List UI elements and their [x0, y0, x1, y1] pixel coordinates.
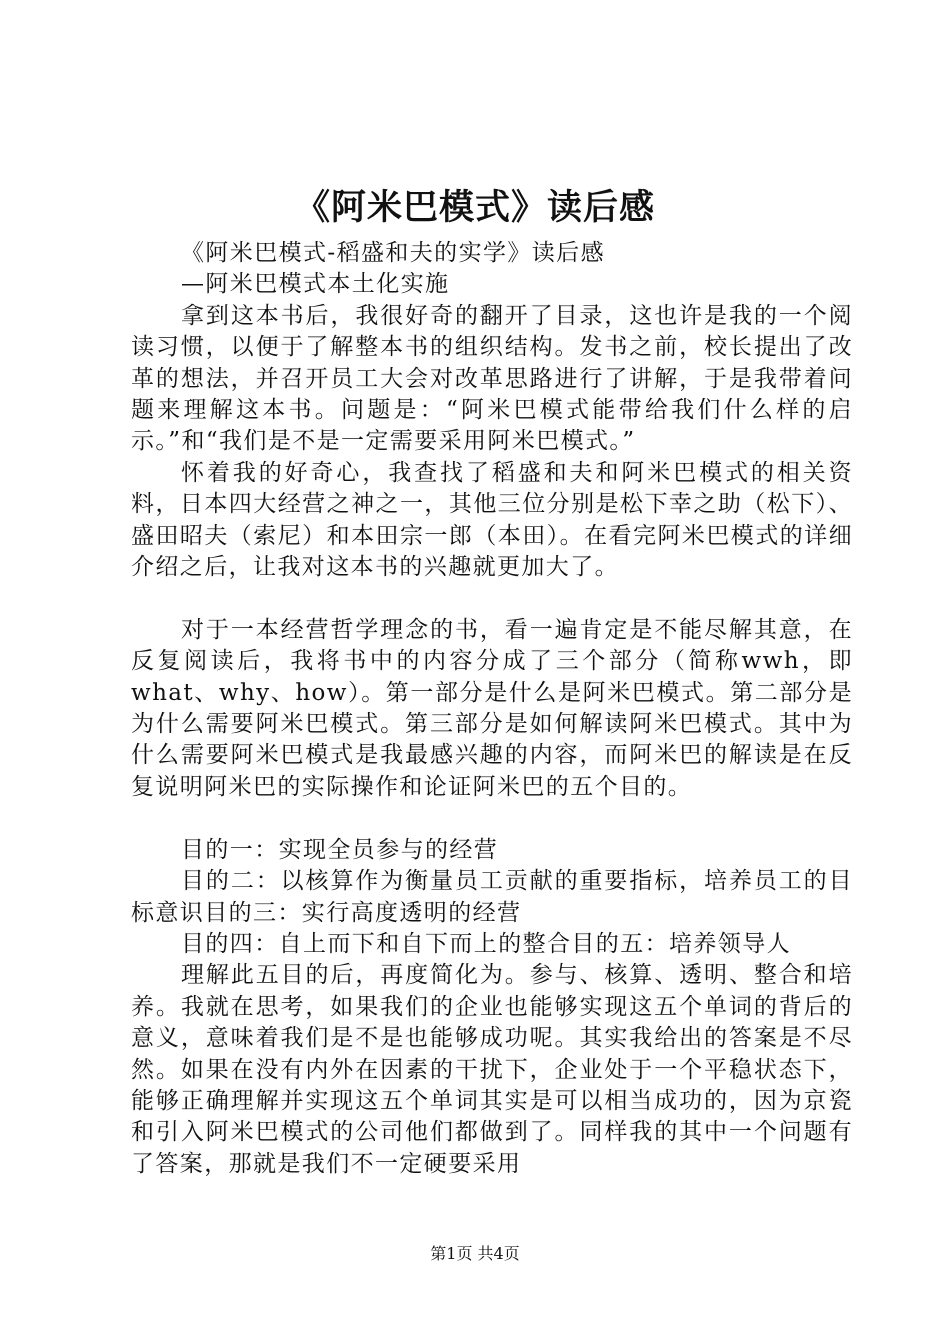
- paragraph: 目的一：实现全员参与的经营: [181, 836, 499, 863]
- paragraph: 目的四：自上而下和自下而上的整合目的五：培养领导人: [181, 930, 791, 957]
- document-body: [131, 238, 853, 1180]
- paragraph: 目的二：以核算作为衡量员工贡献的重要指标，培养员工的目标意识目的三：实行高度透明的经营: [131, 868, 853, 926]
- blank-line: [131, 583, 853, 614]
- paragraph: 怀着我的好奇心，我查找了稻盛和夫和阿米巴模式的相关资料，日本四大经营之神之一，其他三位分别是松下幸之助（松下）、盛田昭夫（索尼）和本田宗一郎（本田）。在看完阿米巴模式的详细介绍之后，让我对这本书的兴趣就更加大了。: [131, 459, 853, 581]
- document-title: 《阿米巴模式》读后感: [294, 187, 655, 228]
- page-footer: 第1页 共4页: [430, 1244, 520, 1263]
- subtitle-line: —阿米巴模式本土化实施: [181, 271, 450, 298]
- subtitle-line: 《阿米巴模式-稻盛和夫的实学》读后感: [181, 240, 605, 266]
- paragraph: 对于一本经营哲学理念的书，看一遍肯定是不能尽解其意，在反复阅读后，我将书中的内容分成了三个部分（简称wwh，即what、why、how）。第一部分是什么是阿米巴模式。第二部分是为什么需要阿米巴模式。第三部分是如何解读阿米巴模式。其中为什么需要阿米巴模式是我最感兴趣的内容，而阿米巴的解读是在反复说明阿米巴的实际操作和论证阿米巴的五个目的。: [131, 616, 853, 800]
- blank-line: [131, 803, 853, 834]
- paragraph: 拿到这本书后，我很好奇的翻开了目录，这也许是我的一个阅读习惯，以便于了解整本书的组织结构。发书之前，校长提出了改革的想法，并召开员工大会对改革思路进行了讲解，于是我带着问题来理解这本书。问题是：“阿米巴模式能带给我们什么样的启示。”和“我们是不是一定需要采用阿米巴模式。”: [131, 302, 853, 455]
- paragraph: 理解此五目的后，再度简化为。参与、核算、透明、整合和培养。我就在思考，如果我们的企业也能够实现这五个单词的背后的意义，意味着我们是不是也能够成功呢。其实我给出的答案是不尽然。如果在没有内外在因素的干扰下，企业处于一个平稳状态下，能够正确理解并实现这五个单词其实是可以相当成功的，因为京瓷和引入阿米巴模式的公司他们都做到了。同样我的其中一个问题有了答案，那就是我们不一定硬要采用: [131, 962, 853, 1177]
